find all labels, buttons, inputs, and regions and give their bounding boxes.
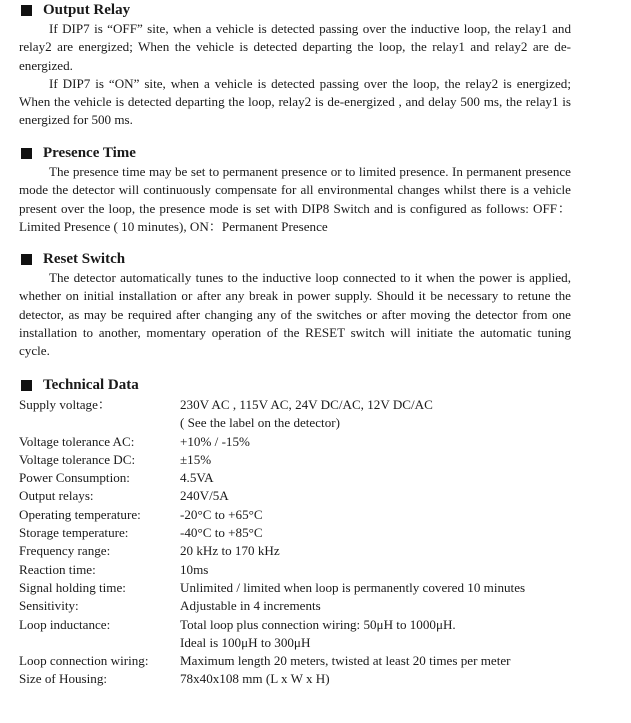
spec-label: Supply voltage： bbox=[19, 397, 112, 412]
spec-value: ( See the label on the detector) bbox=[180, 415, 340, 431]
spec-label bbox=[19, 634, 180, 652]
spec-value: 4.5VA bbox=[180, 470, 214, 486]
spec-value: 10ms bbox=[180, 561, 209, 577]
spec-value: Unlimited / limited when loop is permanently covered 10 minutes bbox=[180, 579, 526, 595]
spec-value: -40°C to +85°C bbox=[180, 525, 263, 541]
presence-time-paragraph: The presence time may be set to permanent presence or to limited presence. In permanent presence mode the detector will continuously compensate for all environmental changes whilst there is a vehicle present over the loop, the presence mode is set with DIP8 Switch and is configured as follows: OFF：Limited Presence ( 10 minutes), ON：Permanent Presence bbox=[19, 164, 571, 234]
spec-row bbox=[19, 433, 619, 451]
spec-label: Voltage tolerance DC: bbox=[19, 451, 136, 467]
output-relay-paragraph-2: If DIP7 is “ON” site, when a vehicle is detected passing over the loop, the relay2 is energized; When the vehicle is detected departing the loop, relay2 is de-energized , and delay 500 ms, the relay1 is energized for 500 ms. bbox=[19, 75, 571, 128]
presence-time-heading: Presence Time bbox=[19, 144, 571, 163]
spec-row bbox=[19, 616, 619, 634]
technical-data-heading: Technical Data bbox=[19, 376, 571, 395]
spec-label: Frequency range: bbox=[19, 543, 111, 559]
bullet-square-icon bbox=[21, 148, 32, 159]
output-relay-section bbox=[19, 1, 571, 130]
reset-switch-heading: Reset Switch bbox=[19, 250, 571, 269]
reset-switch-section bbox=[19, 250, 571, 360]
spec-row bbox=[19, 451, 619, 469]
technical-data-table bbox=[19, 396, 619, 689]
spec-label: Output relays: bbox=[19, 488, 94, 504]
output-relay-paragraph-1: If DIP7 is “OFF” site, when a vehicle is detected passing over the inductive loop, the relay1 and relay2 are energized; When the vehicle is detected departing the loop, the relay1 and relay2 are de-energized. bbox=[19, 21, 571, 73]
spec-label: Voltage tolerance AC: bbox=[19, 433, 135, 449]
reset-switch-paragraph: The detector automatically tunes to the inductive loop connected to it when the power is applied, whether on initial installation or after any break in power supply. Should it be necessary to retune the detector, as may be required after changing any of the switches or after moving the detector from one installation to another, momentary operation of the RESET switch will initiate the automatic tuning cycle. bbox=[19, 270, 571, 359]
spec-label: Operating temperature: bbox=[19, 506, 141, 522]
spec-value: 230V AC , 115V AC, 24V DC/AC, 12V DC/AC bbox=[180, 397, 433, 412]
spec-row bbox=[19, 579, 619, 597]
spec-label: Loop inductance: bbox=[19, 616, 111, 632]
spec-row bbox=[19, 469, 619, 487]
spec-row bbox=[19, 396, 619, 414]
spec-row bbox=[19, 542, 619, 560]
spec-label: Reaction time: bbox=[19, 561, 96, 577]
spec-value: +10% / -15% bbox=[180, 433, 250, 449]
presence-time-section bbox=[19, 144, 571, 236]
spec-label: Size of Housing: bbox=[19, 671, 108, 687]
spec-value: Adjustable in 4 increments bbox=[180, 598, 321, 614]
spec-label: Power Consumption: bbox=[19, 470, 130, 486]
spec-row bbox=[19, 634, 619, 652]
output-relay-heading: Output Relay bbox=[19, 1, 571, 20]
spec-row bbox=[19, 506, 619, 524]
spec-value: 78x40x108 mm (L x W x H) bbox=[180, 671, 330, 687]
spec-label: Signal holding time: bbox=[19, 579, 126, 595]
spec-label bbox=[19, 414, 180, 432]
spec-row bbox=[19, 414, 619, 432]
spec-value: -20°C to +65°C bbox=[180, 506, 263, 522]
bullet-square-icon bbox=[21, 380, 32, 391]
spec-value: ±15% bbox=[180, 451, 212, 467]
spec-row bbox=[19, 487, 619, 505]
spec-value: 20 kHz to 170 kHz bbox=[180, 543, 280, 559]
spec-row bbox=[19, 670, 619, 688]
technical-data-section bbox=[19, 376, 571, 395]
bullet-square-icon bbox=[21, 254, 32, 265]
spec-value: Maximum length 20 meters, twisted at least 20 times per meter bbox=[180, 653, 511, 669]
spec-row bbox=[19, 652, 619, 670]
spec-label: Loop connection wiring: bbox=[19, 653, 149, 669]
spec-row bbox=[19, 597, 619, 615]
spec-label: Storage temperature: bbox=[19, 525, 129, 541]
spec-value: Ideal is 100μH to 300μH bbox=[180, 634, 311, 650]
spec-value: 240V/5A bbox=[180, 488, 229, 504]
spec-label: Sensitivity: bbox=[19, 598, 79, 614]
spec-row bbox=[19, 561, 619, 579]
spec-value: Total loop plus connection wiring: 50μH to 1000μH. bbox=[180, 616, 456, 632]
spec-row bbox=[19, 524, 619, 542]
bullet-square-icon bbox=[21, 5, 32, 16]
